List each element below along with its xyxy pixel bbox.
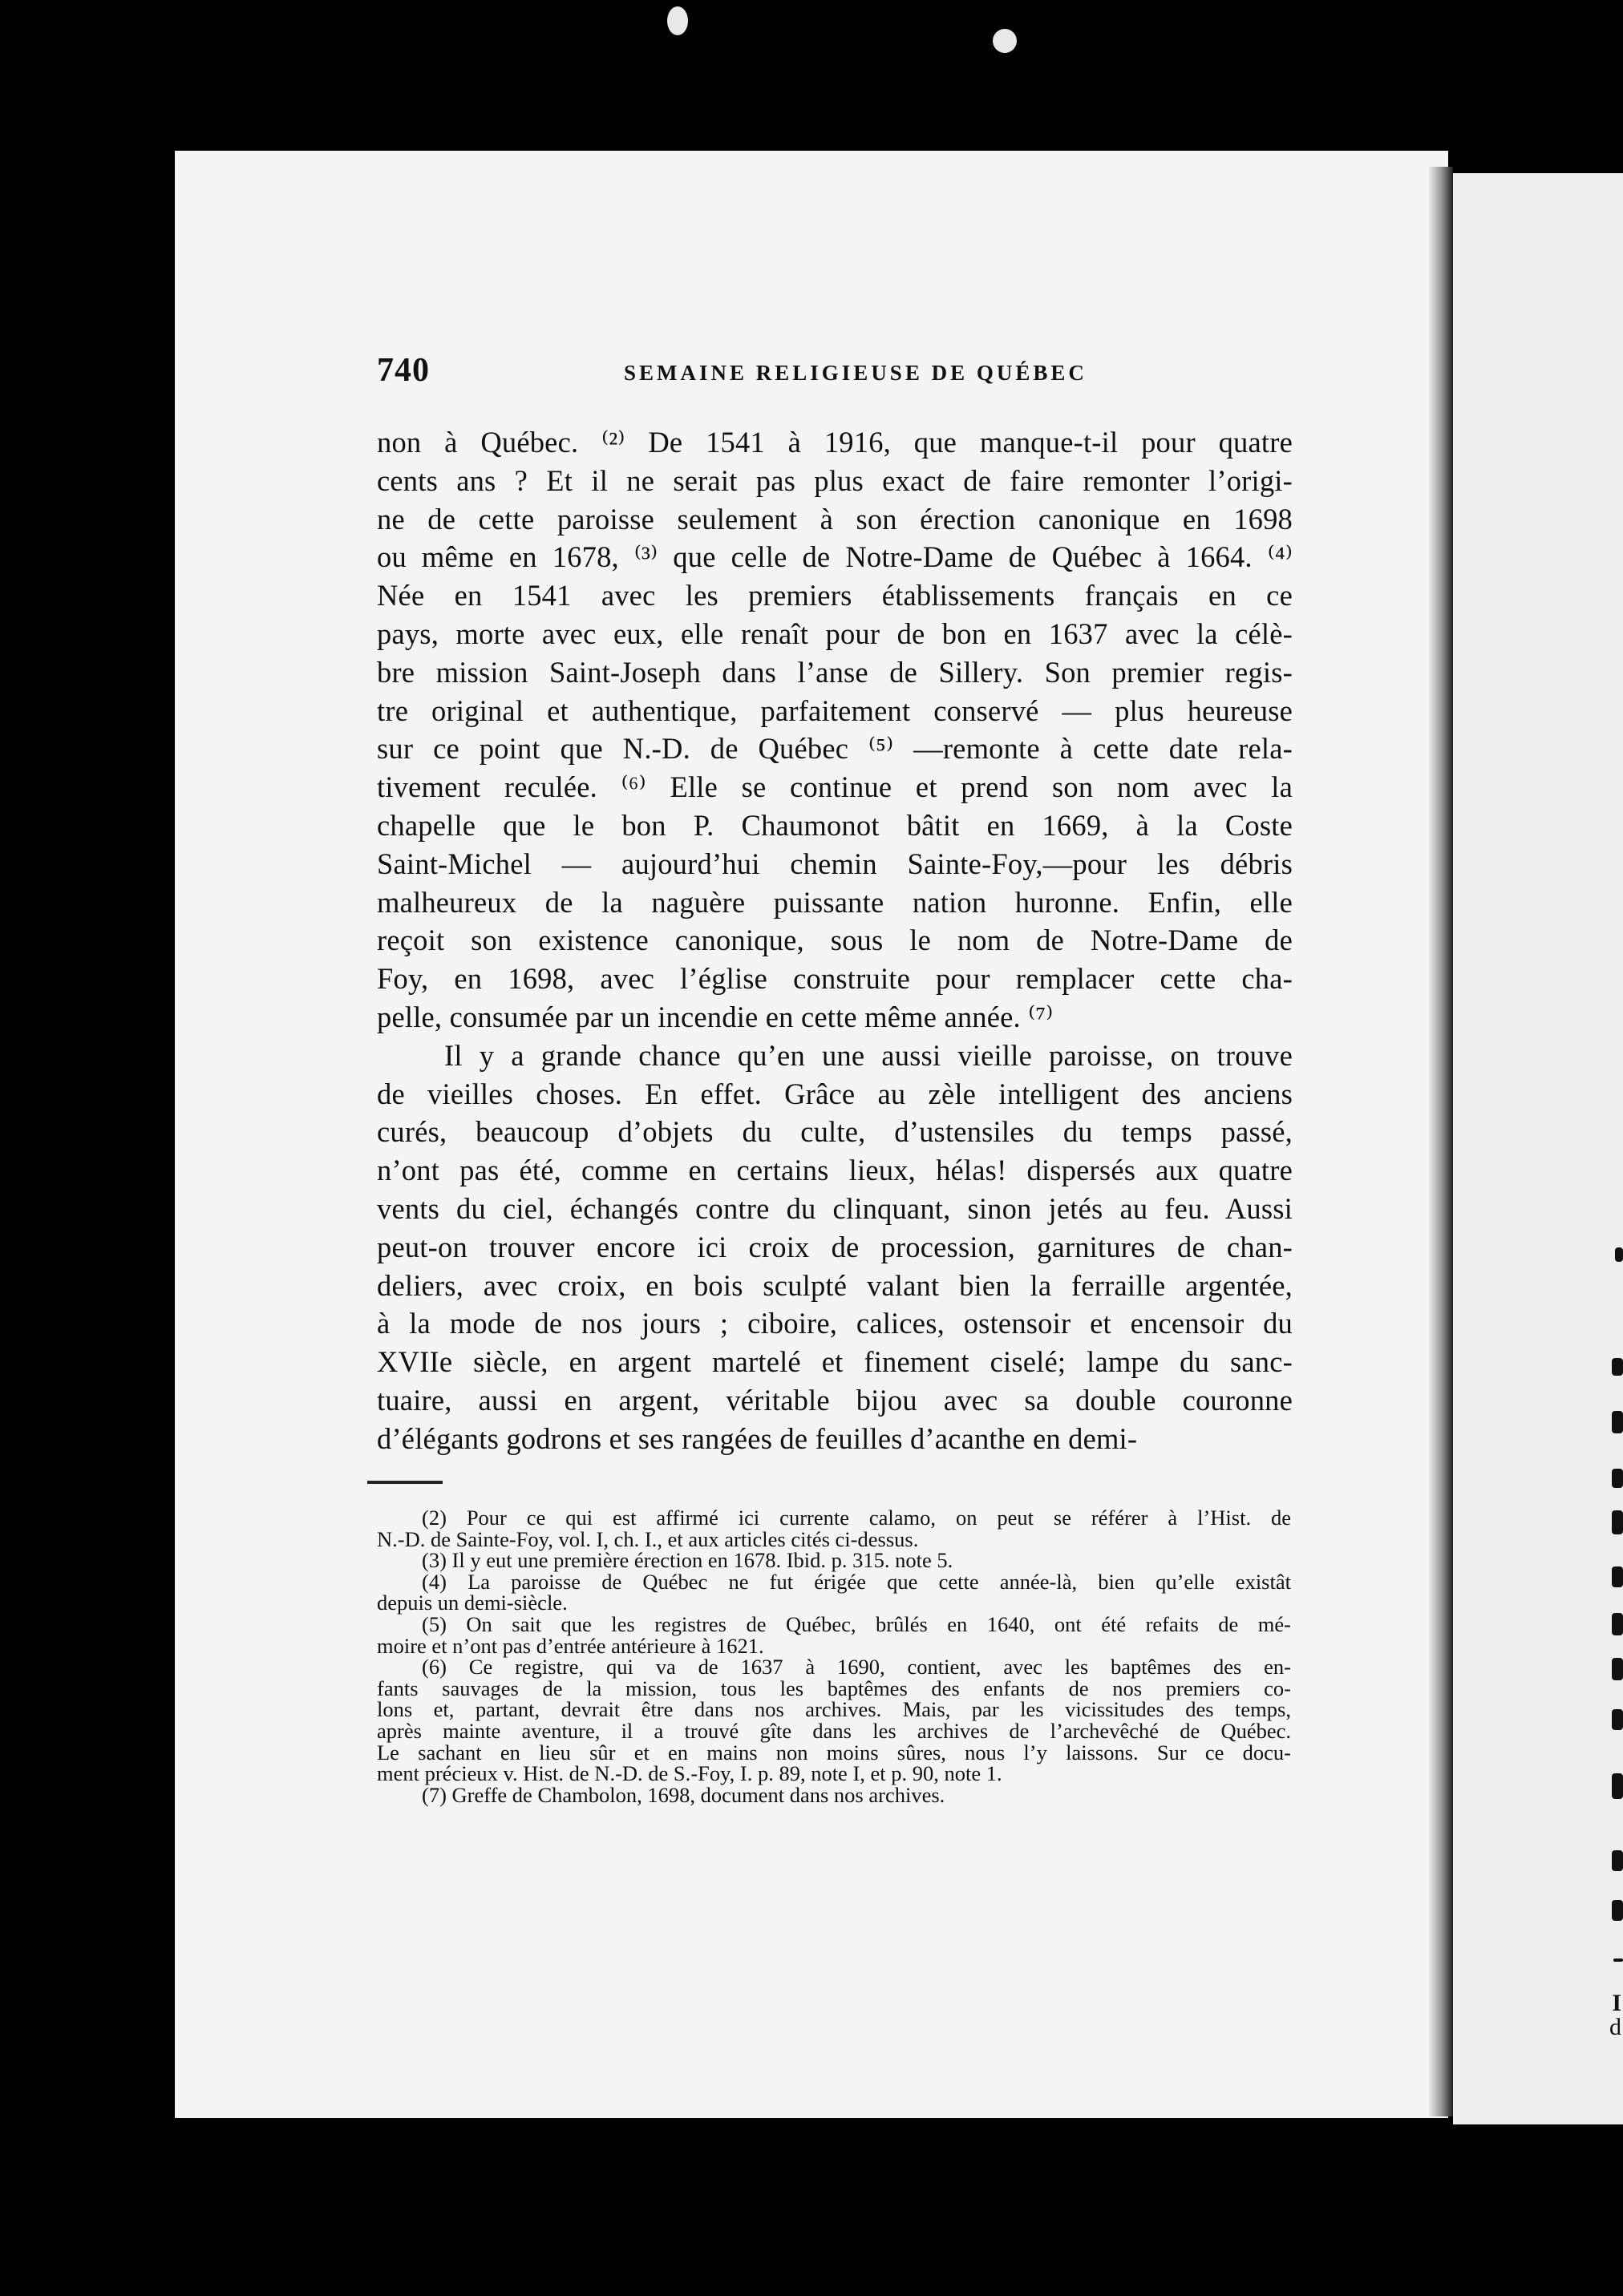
body-line: Née en 1541 avec les premiers établissements français en ce bbox=[377, 579, 1293, 612]
footnote-line: après mainte aventure, il a trouvé gîte dans les archives de l’archevêché de Québec. bbox=[377, 1718, 1291, 1743]
facing-text-fragment bbox=[1612, 1566, 1623, 1587]
body-line: d’élégants godrons et ses rangées de feuilles d’acanthe en demi- bbox=[377, 1421, 1138, 1455]
body-line: de vieilles choses. En effet. Grâce au zèle intelligent des anciens bbox=[377, 1077, 1293, 1110]
footnote-line: N.-D. de Sainte-Foy, vol. I, ch. I., et aux articles cités ci-dessus. bbox=[377, 1526, 919, 1551]
footnotes bbox=[377, 1507, 1291, 1805]
body-line: tivement reculée. ⁽⁶⁾ Elle se continue et prend son nom avec la bbox=[377, 770, 1293, 804]
facing-text-fragment bbox=[1612, 1900, 1623, 1921]
speck bbox=[993, 29, 1017, 53]
footnote-line: Le sachant en lieu sûr et en mains non moins sûres, nous l’y laissons. Sur ce docu- bbox=[377, 1740, 1291, 1764]
footnote-line: (6) Ce registre, qui va de 1637 à 1690, contient, avec les baptêmes des en- bbox=[422, 1655, 1291, 1680]
body-line: non à Québec. ⁽²⁾ De 1541 à 1916, que manque-t-il pour quatre bbox=[377, 426, 1293, 459]
speck bbox=[667, 6, 688, 35]
body-line: ne de cette paroisse seulement à son érection canonique en 1698 bbox=[377, 502, 1293, 536]
facing-text-fragment bbox=[1612, 1850, 1623, 1871]
page-spine-shadow bbox=[1429, 167, 1453, 2116]
running-header bbox=[377, 351, 1291, 399]
footnote-line: (2) Pour ce qui est affirmé ici currente calamo, on peut se référer à l’Hist. de bbox=[422, 1506, 1291, 1530]
body-text bbox=[377, 423, 1293, 1458]
body-line: bre mission Saint-Joseph dans l’anse de Sillery. Son premier regis- bbox=[377, 655, 1293, 689]
facing-letter: d bbox=[1609, 2014, 1621, 2040]
body-line: ou même en 1678, ⁽³⁾ que celle de Notre-Dame de Québec à 1664. ⁽⁴⁾ bbox=[377, 540, 1293, 574]
body-line: malheureux de la naguère puissante nation huronne. Enfin, elle bbox=[377, 885, 1293, 919]
body-line: pelle, consumée par un incendie en cette même année. ⁽⁷⁾ bbox=[377, 1000, 1054, 1033]
footnote-line: fants sauvages de la mission, tous les baptêmes des enfants de nos premiers co- bbox=[377, 1676, 1291, 1700]
body-line: vents du ciel, échangés contre du clinquant, sinon jetés au feu. Aussi bbox=[377, 1191, 1293, 1225]
body-line: peut-on trouver encore ici croix de procession, garnitures de chan- bbox=[377, 1230, 1293, 1263]
footnote-line: (3) Il y eut une première érection en 1678. Ibid. p. 315. note 5. bbox=[422, 1548, 953, 1573]
body-line: cents ans ? Et il ne serait pas plus exact de faire remonter l’origi- bbox=[377, 463, 1293, 497]
facing-text-fragment bbox=[1612, 1411, 1623, 1433]
facing-text-fragment bbox=[1612, 1510, 1623, 1534]
body-line: Saint-Michel — aujourd’hui chemin Sainte-Foy,—pour les débris bbox=[377, 847, 1293, 880]
facing-text-fragment bbox=[1612, 1709, 1623, 1730]
footnote-line: (7) Greffe de Chambolon, 1698, document dans nos archives. bbox=[422, 1782, 945, 1807]
facing-text-fragment bbox=[1612, 1613, 1623, 1635]
facing-text-fragment bbox=[1612, 1358, 1623, 1376]
body-line: reçoit son existence canonique, sous le nom de Notre-Dame de bbox=[377, 924, 1293, 957]
body-line: pays, morte avec eux, elle renaît pour de bon en 1637 avec la célè- bbox=[377, 616, 1293, 650]
body-line: XVIIe siècle, en argent martelé et finement ciselé; lampe du sanc- bbox=[377, 1345, 1293, 1379]
facing-text-fragment bbox=[1615, 1247, 1623, 1262]
facing-page bbox=[1453, 173, 1623, 2124]
body-line: n’ont pas été, comme en certains lieux, hélas! dispersés aux quatre bbox=[377, 1154, 1293, 1187]
body-line: tuaire, aussi en argent, véritable bijou avec sa double couronne bbox=[377, 1383, 1293, 1417]
body-line: à la mode de nos jours ; ciboire, calices, ostensoir et encensoir du bbox=[377, 1307, 1293, 1340]
body-line: Foy, en 1698, avec l’église construite pour remplacer cette cha- bbox=[377, 962, 1293, 996]
footnote-line: moire et n’ont pas d’entrée antérieure à 1621. bbox=[377, 1633, 764, 1658]
facing-text-fragment bbox=[1612, 1469, 1623, 1488]
facing-text-fragment bbox=[1612, 1658, 1623, 1680]
footnote-line: ment précieux v. Hist. de N.-D. de S.-Foy, I. p. 89, note I, et p. 90, note 1. bbox=[377, 1761, 1002, 1786]
body-line: Il y a grande chance qu’en une aussi vieille paroisse, on trouve bbox=[444, 1038, 1293, 1072]
facing-text-fragment bbox=[1612, 1773, 1623, 1799]
body-line: sur ce point que N.-D. de Québec ⁽⁵⁾ —remonte à cette date rela- bbox=[377, 732, 1293, 766]
footnote-separator bbox=[367, 1481, 443, 1484]
page-number: 740 bbox=[377, 352, 430, 389]
body-line: deliers, avec croix, en bois sculpté valant bien la ferraille argentée, bbox=[377, 1268, 1293, 1302]
running-title: SEMAINE RELIGIEUSE DE QUÉBEC bbox=[624, 361, 1087, 385]
body-line: tre original et authentique, parfaitement conservé — plus heureuse bbox=[377, 693, 1293, 727]
footnote-line: lons et, partant, devrait être dans nos archives. Mais, par les vicissitudes des temps, bbox=[377, 1697, 1291, 1722]
footnote-line: (4) La paroisse de Québec ne fut érigée que cette année-là, bien qu’elle existât bbox=[422, 1569, 1291, 1594]
footnote-line: (5) On sait que les registres de Québec, brûlés en 1640, ont été refaits de mé- bbox=[422, 1611, 1291, 1636]
body-line: curés, beaucoup d’objets du culte, d’ustensiles du temps passé, bbox=[377, 1115, 1293, 1149]
facing-letter: I bbox=[1612, 1990, 1621, 2016]
body-line: chapelle que le bon P. Chaumonot bâtit en 1669, à la Coste bbox=[377, 808, 1293, 842]
facing-text-fragment bbox=[1613, 1958, 1623, 1962]
footnote-line: depuis un demi-siècle. bbox=[377, 1591, 568, 1615]
